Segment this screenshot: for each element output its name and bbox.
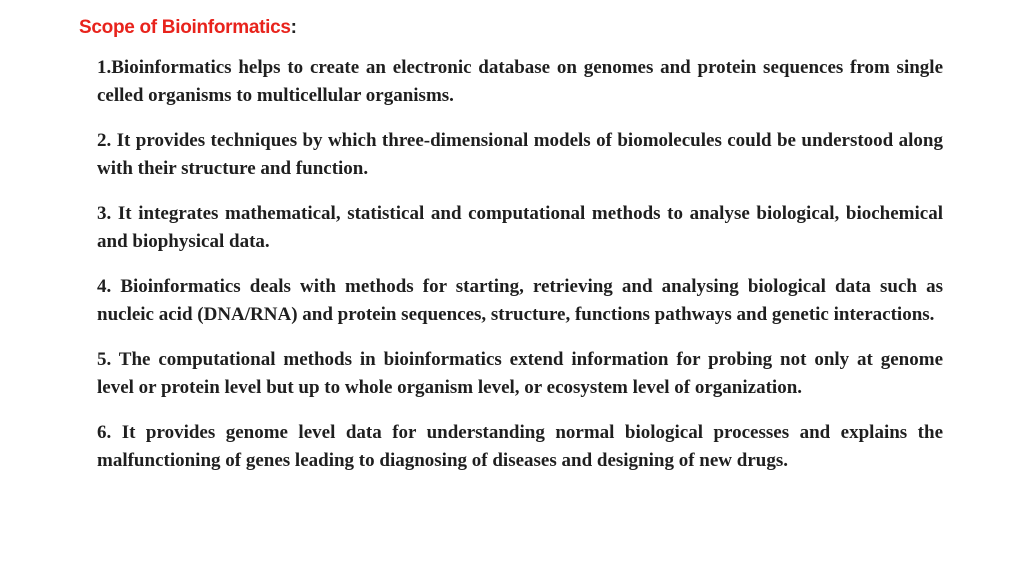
scope-point-5: 5. The computational methods in bioinformatics extend information for probing not only at genome level or protein level but up to whole organism level, or ecosystem level of organization.: [97, 349, 943, 398]
scope-point-4: 4. Bioinformatics deals with methods for starting, retrieving and analysing biological data such as nucleic acid (DNA/RNA) and protein sequences, structure, functions pathways and genetic interactions.: [97, 276, 943, 325]
slide-title-text: Scope of Bioinformatics: [79, 17, 291, 38]
scope-point-6: 6. It provides genome level data for understanding normal biological processes and explains the malfunctioning of genes leading to diagnosing of diseases and designing of new drugs.: [97, 422, 943, 471]
scope-point-2: 2. It provides techniques by which three-dimensional models of biomolecules could be understood along with their structure and function.: [97, 130, 943, 179]
slide-title: [79, 17, 297, 39]
scope-point-1: 1.Bioinformatics helps to create an electronic database on genomes and protein sequences from single celled organisms to multicellular organisms.: [97, 57, 943, 106]
scope-point-3: 3. It integrates mathematical, statistical and computational methods to analyse biological, biochemical and biophysical data.: [97, 203, 943, 252]
slide-title-colon: :: [290, 17, 297, 38]
scope-points-list: [97, 54, 943, 492]
